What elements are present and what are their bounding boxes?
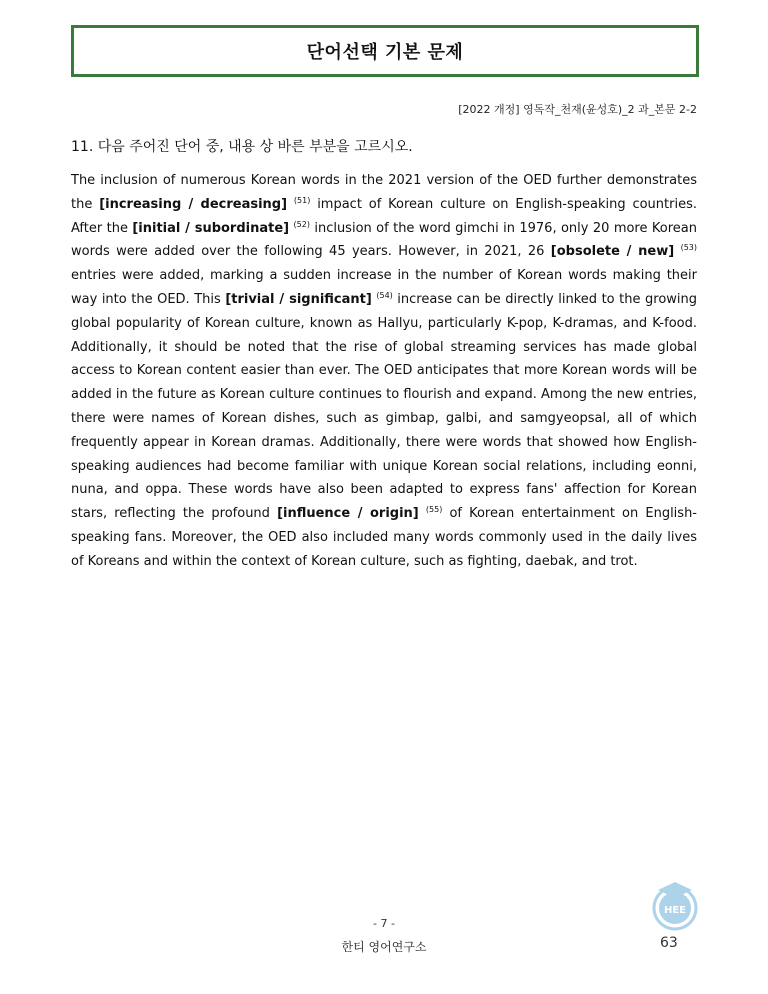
title-box: [71, 25, 699, 77]
choice-55: [influence / origin]: [277, 506, 419, 522]
choice-number-51: (51): [293, 195, 311, 205]
choice-53: [obsolete / new]: [550, 244, 675, 260]
passage-text: The inclusion of numerous Korean words in the 2021 version of the OED further demonstrates the: [71, 173, 697, 212]
passage-text: of Korean entertainment on English-speaking fans. Moreover, the OED also included many words commonly used in the daily lives of Koreans and within the context of Korean culture, such as fighting, daebak, and trot.: [71, 506, 697, 569]
passage: [71, 169, 697, 574]
choice-number-54: (54): [376, 290, 393, 300]
passage-text: entries were added, marking a sudden increase in the number of Korean words making their way into the OED. This: [71, 268, 697, 307]
page-number: - 7 -: [373, 917, 395, 930]
choice-number-52: (52): [293, 219, 310, 229]
corner-page-number: 63: [660, 935, 678, 951]
choice-51: [increasing / decreasing]: [99, 196, 288, 212]
choice-54: [trivial / significant]: [225, 291, 372, 307]
passage-text: impact of Korean culture on English-speaking countries. After the: [71, 196, 697, 236]
choice-52: [initial / subordinate]: [132, 220, 290, 236]
source-reference: [2022 개정] 영독작_천재(윤성호)_2 과_본문 2-2: [458, 103, 697, 116]
choice-number-55: (55): [425, 505, 443, 515]
choice-number-53: (53): [680, 243, 697, 253]
page-title: 단어선택 기본 문제: [306, 42, 464, 63]
passage-text: increase can be directly linked to the growing global popularity of Korean culture, known as Hallyu, particularly K-pop, K-dramas, and K-food. Additionally, it should be noted that the rise of global streaming services has made global access to Korean content easier than ever. The OED anticipates that more Korean words will be added in the future as Korean culture continues to flourish and expand. Among the new entries, there were names of Korean dishes, such as gimbap, galbi, and samgyeopsal, all of which frequently appear in Korean dramas. Additionally, there were words that showed how English-speaking audiences had become familiar with unique Korean social relations, including eonni, nuna, and oppa. These words have also been adapted to express fans' affection for Korean stars, reflecting the profound: [71, 291, 698, 522]
passage-text: inclusion of the word gimchi in 1976, only 20 more Korean words were added over the following 45 years. However, in 2021, 26: [71, 220, 697, 260]
footer-organization: 한티 영어연구소: [341, 940, 427, 954]
question-prompt: 11. 다음 주어진 단어 중, 내용 상 바른 부분을 고르시오.: [71, 139, 413, 155]
logo-text: HEE: [663, 905, 687, 916]
